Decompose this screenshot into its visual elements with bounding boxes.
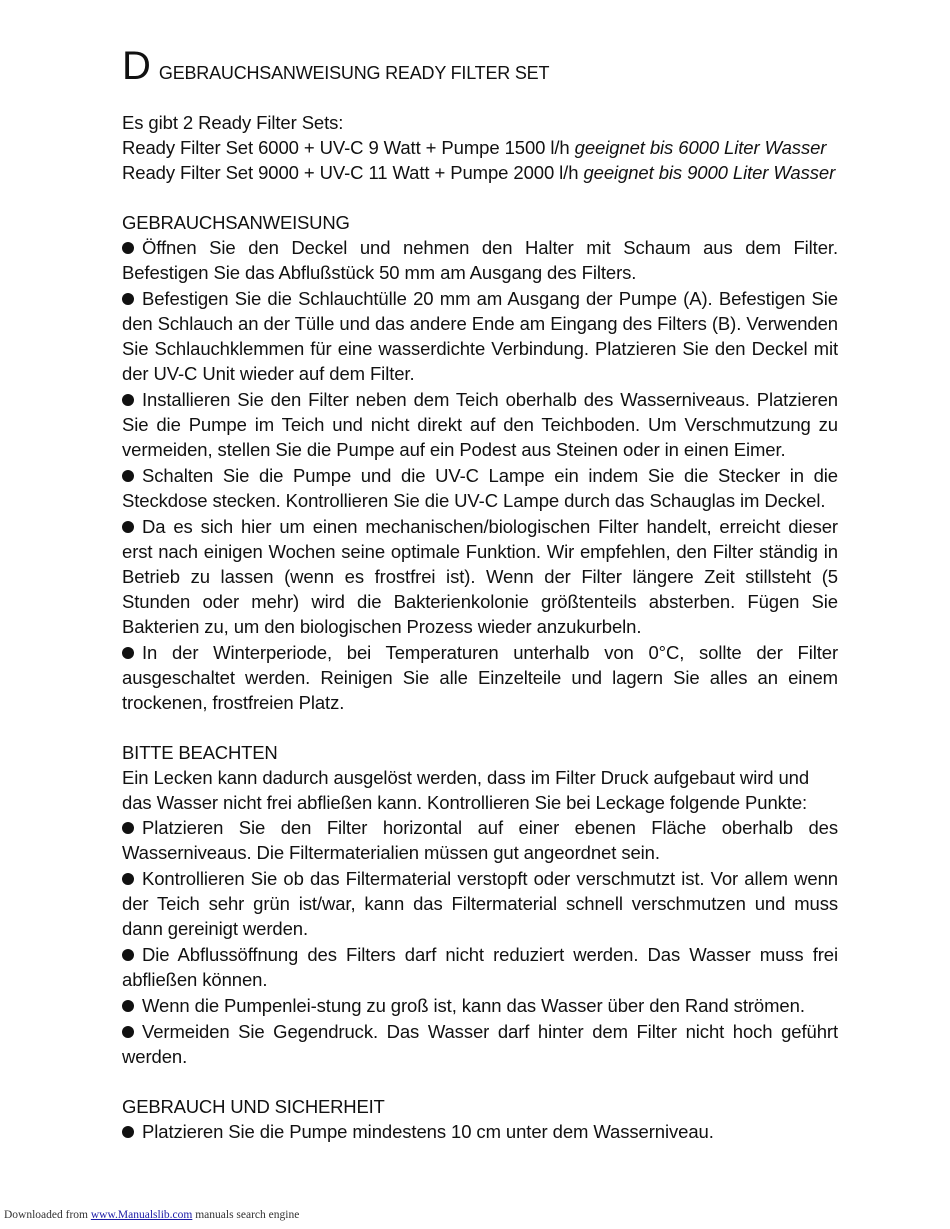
set-line-6000 — [122, 135, 838, 160]
bullet-icon — [122, 949, 134, 961]
notice-heading: BITTE BEACHTEN — [122, 742, 278, 763]
list-item — [122, 387, 838, 462]
list-item-text: Vermeiden Sie Gegendruck. Das Wasser darf hinter dem Filter nicht hoch geführt werden. — [122, 1021, 838, 1067]
bullet-icon — [122, 242, 134, 254]
list-item-text: Öffnen Sie den Deckel und nehmen den Halter mit Schaum aus dem Filter. Befestigen Sie das Abflußstück 50 mm am Ausgang des Filters. — [122, 237, 838, 283]
title-text: GEBRAUCHSANWEISUNG READY FILTER SET — [158, 63, 550, 83]
bullet-icon — [122, 873, 134, 885]
list-item-text: Wenn die Pumpenlei-stung zu groß ist, kann das Wasser über den Rand strömen. — [142, 995, 805, 1016]
list-item — [122, 286, 838, 386]
notice-intro: Ein Lecken kann dadurch ausgelöst werden, dass im Filter Druck aufgebaut wird und das Wasser nicht frei abfließen kann. Kontrollieren Sie bei Leckage folgende Punkte: — [122, 767, 810, 813]
list-item-text: Platzieren Sie den Filter horizontal auf einer ebenen Fläche oberhalb des Wasserniveaus. Die Filtermaterialien müssen gut angeordnet sein. — [122, 817, 838, 863]
intro-line: Es gibt 2 Ready Filter Sets: — [122, 112, 344, 133]
bullet-icon — [122, 521, 134, 533]
intro-block — [122, 110, 838, 185]
set-6000-capacity: geeignet bis 6000 Liter Wasser — [574, 137, 827, 158]
safety-heading: GEBRAUCH UND SICHERHEIT — [122, 1096, 385, 1117]
bullet-icon — [122, 1126, 134, 1138]
set-9000-text: Ready Filter Set 9000 + UV-C 11 Watt + Pumpe 2000 l/h — [122, 162, 584, 183]
safety-section — [122, 1094, 838, 1144]
list-item — [122, 815, 838, 865]
set-9000-capacity: geeignet bis 9000 Liter Wasser — [583, 162, 836, 183]
list-item — [122, 640, 838, 715]
list-item — [122, 235, 838, 285]
list-item-text: Da es sich hier um einen mechanischen/biologischen Filter handelt, erreicht dieser erst nach einigen Wochen seine optimale Funktion. Wir empfehlen, den Filter ständig in Betrieb zu lassen (wenn es frostfrei ist). Wenn der Filter längere Zeit stillsteht (5 Stunden oder mehr) wird die Bakterienkolonie größtenteils absterben. Fügen Sie Bakterien zu, um den biologischen Prozess wieder anzukurbeln. — [122, 516, 838, 637]
usage-heading: GEBRAUCHSANWEISUNG — [122, 212, 350, 233]
list-item — [122, 866, 838, 941]
manualslib-link[interactable]: www.Manualslib.com — [90, 1209, 193, 1221]
language-letter: D — [122, 44, 151, 88]
document-title — [122, 44, 838, 88]
usage-section — [122, 210, 838, 715]
bullet-icon — [122, 1000, 134, 1012]
bullet-icon — [122, 822, 134, 834]
list-item — [122, 942, 838, 992]
bullet-icon — [122, 470, 134, 482]
list-item — [122, 514, 838, 639]
notice-section — [122, 740, 838, 1069]
list-item — [122, 993, 838, 1018]
list-item-text: Befestigen Sie die Schlauchtülle 20 mm am Ausgang der Pumpe (A). Befestigen Sie den Schlauch an der Tülle und das andere Ende am Eingang des Filters (B). Verwenden Sie Schlauchklemmen für eine wasserdichte Verbindung. Platzieren Sie den Deckel mit der UV-C Unit wieder auf dem Filter. — [122, 288, 838, 384]
list-item-text: Platzieren Sie die Pumpe mindestens 10 cm unter dem Wasserniveau. — [142, 1121, 714, 1142]
list-item — [122, 463, 838, 513]
bullet-icon — [122, 394, 134, 406]
footer-prefix: Downloaded from — [4, 1209, 91, 1221]
list-item — [122, 1119, 838, 1144]
set-6000-text: Ready Filter Set 6000 + UV-C 9 Watt + Pumpe 1500 l/h — [122, 137, 575, 158]
bullet-icon — [122, 293, 134, 305]
download-footer — [4, 1209, 299, 1221]
set-line-9000 — [122, 160, 838, 185]
footer-suffix: manuals search engine — [192, 1209, 300, 1221]
list-item-text: In der Winterperiode, bei Temperaturen unterhalb von 0°C, sollte der Filter ausgeschaltet werden. Reinigen Sie alle Einzelteile und lagern Sie alles an einem trockenen, frostfreien Platz. — [122, 642, 838, 713]
bullet-icon — [122, 647, 134, 659]
list-item-text: Installieren Sie den Filter neben dem Teich oberhalb des Wasserniveaus. Platzieren Sie die Pumpe im Teich und nicht direkt auf den Teichboden. Um Verschmutzung zu vermeiden, stellen Sie die Pumpe auf ein Podest aus Steinen oder in einen Eimer. — [122, 389, 838, 460]
list-item-text: Kontrollieren Sie ob das Filtermaterial verstopft oder verschmutzt ist. Vor allem wenn der Teich sehr grün ist/war, kann das Filtermaterial schnell verschmutzen und muss dann gereinigt werden. — [122, 868, 838, 939]
document-page — [122, 44, 838, 1145]
bullet-icon — [122, 1026, 134, 1038]
list-item-text: Schalten Sie die Pumpe und die UV-C Lampe ein indem Sie die Stecker in die Steckdose stecken. Kontrollieren Sie die UV-C Lampe durch das Schauglas im Deckel. — [122, 465, 838, 511]
list-item-text: Die Abflussöffnung des Filters darf nicht reduziert werden. Das Wasser muss frei abfließen können. — [122, 944, 838, 990]
list-item — [122, 1019, 838, 1069]
